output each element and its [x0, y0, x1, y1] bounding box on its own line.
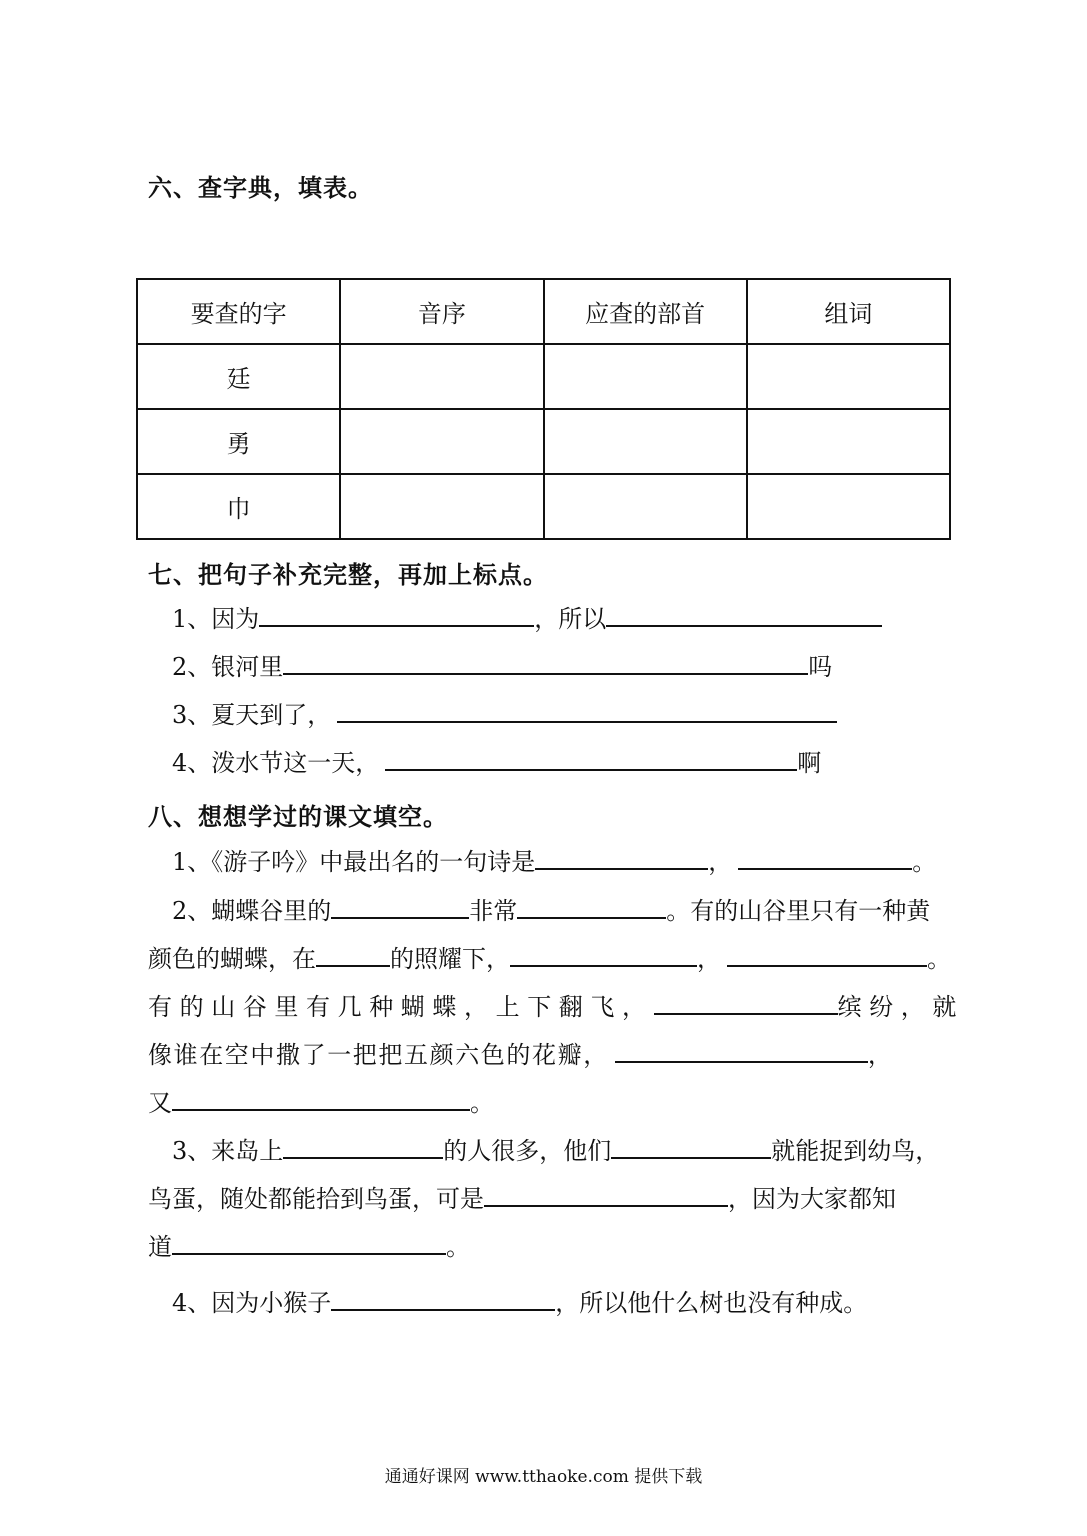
table-header-cell: 应查的部首: [544, 279, 747, 344]
blank-field[interactable]: [484, 1181, 728, 1207]
table-cell-character: 巾: [137, 474, 340, 539]
blank-field[interactable]: [385, 745, 797, 771]
blank-field[interactable]: [517, 893, 666, 919]
blank-field[interactable]: [337, 697, 837, 723]
blank-field[interactable]: [615, 1037, 868, 1063]
table-cell-input[interactable]: [544, 344, 747, 409]
footer-text: 通通好课网 www.tthaoke.com 提供下载: [384, 1467, 703, 1487]
question-text: 4、因为小猴子: [172, 1289, 332, 1317]
sentence-1: [172, 601, 882, 635]
fill-question-3-line-3: [148, 1229, 470, 1263]
section-7-heading: 七、把句子补充完整，再加上标点。: [148, 561, 548, 589]
table-cell-input[interactable]: [340, 409, 543, 474]
question-text: 。: [927, 945, 951, 973]
question-text: 鸟蛋，随处都能拾到鸟蛋，可是: [148, 1185, 484, 1213]
sentence-4: [172, 745, 821, 779]
fill-question-2-line-4: [148, 1037, 893, 1071]
blank-field[interactable]: [283, 649, 808, 675]
table-header-cell: 组词: [747, 279, 950, 344]
fill-question-4: [172, 1285, 867, 1319]
question-text: 非常: [469, 897, 518, 925]
blank-field[interactable]: [259, 601, 534, 627]
table-cell-input[interactable]: [544, 474, 747, 539]
question-text: 1、《游子吟》中最出名的一句诗是: [172, 848, 536, 876]
table-row: [137, 344, 950, 409]
sentence-3: [172, 697, 837, 731]
blank-field[interactable]: [727, 941, 927, 967]
fill-question-2-line-5: [148, 1085, 494, 1119]
sentence-text: 3、夏天到了，: [172, 701, 332, 729]
question-text: 颜色的蝴蝶，在: [148, 945, 316, 973]
table-cell-input[interactable]: [340, 344, 543, 409]
table-cell-character: 廷: [137, 344, 340, 409]
question-text: 的照耀下，: [390, 945, 510, 973]
question-text: 有的山谷里有几种蝴蝶，上下翻飞，: [148, 993, 654, 1021]
question-text: 2、蝴蝶谷里的: [172, 897, 332, 925]
question-text: 的人很多，他们: [443, 1137, 612, 1165]
table-cell-input[interactable]: [747, 474, 950, 539]
question-text: 。: [470, 1089, 494, 1117]
blank-field[interactable]: [510, 941, 697, 967]
blank-field[interactable]: [331, 893, 469, 919]
blank-field[interactable]: [606, 601, 882, 627]
blank-field[interactable]: [738, 844, 912, 870]
blank-field[interactable]: [283, 1133, 443, 1159]
table-cell-input[interactable]: [544, 409, 747, 474]
table-cell-character: 勇: [137, 409, 340, 474]
question-text: 3、来岛上: [172, 1137, 284, 1165]
dictionary-table: [136, 278, 951, 540]
question-text: ，所以他什么树也没有种成。: [555, 1289, 868, 1317]
fill-question-2-line-1: [172, 893, 930, 927]
fill-question-2-line-2: [148, 941, 951, 975]
fill-question-3-line-2: [148, 1181, 896, 1215]
table-cell-input[interactable]: [747, 409, 950, 474]
blank-field[interactable]: [611, 1133, 771, 1159]
question-text: ，: [867, 1041, 894, 1069]
table-cell-input[interactable]: [340, 474, 543, 539]
table-header-cell: 音序: [340, 279, 543, 344]
table-cell-input[interactable]: [747, 344, 950, 409]
blank-field[interactable]: [331, 1285, 555, 1311]
table-row: [137, 474, 950, 539]
question-text: 缤纷，就: [837, 993, 965, 1021]
question-text: 又: [148, 1089, 172, 1117]
blank-field[interactable]: [654, 989, 838, 1015]
table-header-row: [137, 279, 950, 344]
question-text: 道: [148, 1233, 172, 1261]
sentence-text: 1、因为: [172, 605, 260, 633]
fill-question-1: [172, 844, 936, 878]
question-text: ，因为大家都知: [728, 1185, 896, 1213]
question-text: 就能捉到幼鸟，: [771, 1137, 940, 1165]
sentence-text: 2、银河里: [172, 653, 284, 681]
question-text: 像谁在空中撒了一把把五颜六色的花瓣，: [148, 1041, 609, 1069]
fill-question-2-line-3: [148, 989, 964, 1023]
blank-field[interactable]: [535, 844, 708, 870]
question-text: ，: [708, 848, 733, 876]
sentence-2: [172, 649, 832, 683]
blank-field[interactable]: [172, 1229, 446, 1255]
question-text: 。有的山谷里只有一种黄: [666, 897, 931, 925]
sentence-text: 吗: [808, 653, 833, 681]
table-header-cell: 要查的字: [137, 279, 340, 344]
blank-field[interactable]: [316, 941, 390, 967]
question-text: ，: [697, 945, 721, 973]
section-6-heading: 六、查字典，填表。: [148, 174, 373, 202]
question-text: 。: [912, 848, 937, 876]
sentence-text: 4、泼水节这一天，: [172, 749, 380, 777]
question-text: 。: [446, 1233, 470, 1261]
fill-question-3-line-1: [172, 1133, 939, 1167]
sentence-text: 啊: [797, 749, 822, 777]
table-row: [137, 409, 950, 474]
section-8-heading: 八、想想学过的课文填空。: [148, 803, 448, 831]
sentence-text: ，所以: [534, 605, 607, 633]
blank-field[interactable]: [172, 1085, 470, 1111]
